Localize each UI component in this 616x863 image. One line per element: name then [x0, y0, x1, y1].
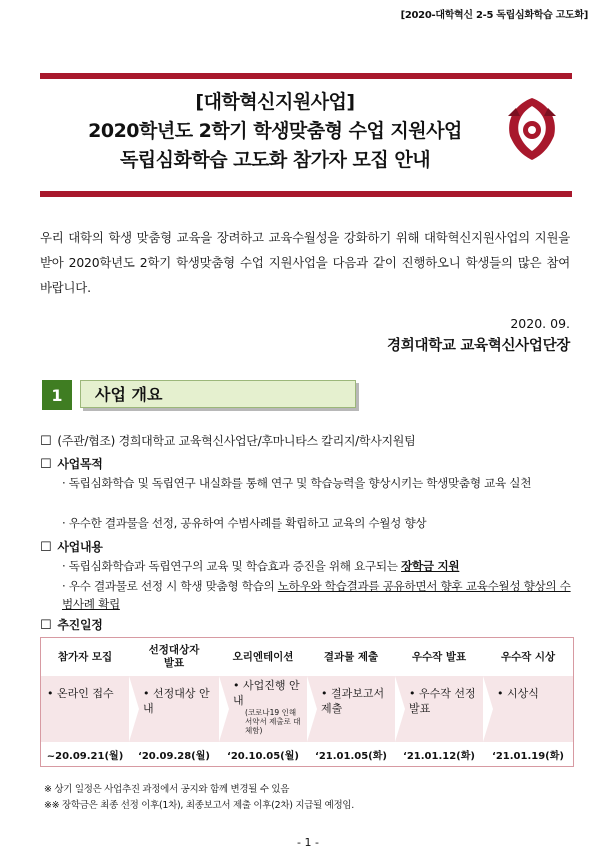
purpose-label: 사업목적 — [57, 457, 103, 471]
purpose-item-1: · 독립심화학습 및 독립연구 내실화를 통해 연구 및 학습능력을 향상시키는 학생맞춤형 교육 실천 — [62, 476, 532, 490]
schedule-column — [129, 638, 219, 766]
document-code-tag: [2020-대학혁신 2-5 독립심화학습 고도화] — [400, 10, 588, 21]
chevron-right-icon — [483, 676, 493, 742]
schedule-column — [395, 638, 483, 766]
schedule-column-head: 오리엔테이션 — [219, 638, 307, 676]
schedule-column-body: • 결과보고서 제출 — [307, 676, 395, 742]
schedule-column-date: ‘21.01.05(화) — [315, 750, 387, 762]
schedule-column — [483, 638, 573, 766]
chevron-right-icon — [129, 676, 139, 742]
content-item-2: · 우수 결과물로 선정 시 학생 맞춤형 학습의 노하우와 학습결과를 공유하면서 향후 교육수월성 향상의 수범사례 확립 — [62, 579, 571, 611]
schedule-item: 결과보고서 제출 — [321, 687, 385, 715]
purpose-heading — [40, 455, 103, 472]
title-line-3: 독립심화학습 고도화 참가자 모집 안내 — [119, 149, 431, 171]
schedule-column — [307, 638, 395, 766]
checkbox-square-icon: ☐ — [40, 540, 52, 555]
content-item-2-underlined: 노하우와 학습결과를 공유하면서 향후 교육수월성 향상의 수범사례 확립 — [62, 579, 571, 611]
schedule-column-head: 우수작 발표 — [395, 638, 483, 676]
schedule-column-date: ‘20.10.05(월) — [227, 750, 299, 762]
content-item-1: · 독립심화학습과 독립연구의 교육 및 학습효과 증진을 위해 요구되는 장학금 지원 — [62, 559, 460, 573]
title-line-1: [대학혁신지원사업] — [195, 91, 355, 113]
schedule-column-body: • 온라인 접수 — [41, 676, 129, 742]
issuer-organization: 경희대학교 교육혁신사업단장 — [387, 338, 570, 354]
chevron-right-icon — [395, 676, 405, 742]
schedule-table — [40, 637, 574, 767]
content-heading — [40, 538, 103, 555]
checkbox-square-icon: ☐ — [40, 618, 52, 633]
purpose-item-2: · 우수한 결과물을 선정, 공유하여 수범사례를 확립하고 교육의 수월성 향상 — [62, 516, 427, 530]
host-line — [40, 432, 415, 449]
chevron-right-icon — [219, 676, 229, 742]
chevron-right-icon — [307, 676, 317, 742]
schedule-column — [219, 638, 307, 766]
schedule-column-body: • 시상식 — [483, 676, 573, 742]
footnote-2: ※※ 장학금은 최종 선정 이후(1차), 최종보고서 제출 이후(2차) 지급될 예정임. — [44, 800, 355, 811]
schedule-column-date: ‘20.09.28(월) — [138, 750, 210, 762]
schedule-column — [41, 638, 129, 766]
scholarship-highlight: 장학금 지원 — [401, 559, 460, 573]
content-item-2-text: 우수 결과물로 선정 시 학생 맞춤형 학습의 — [68, 579, 278, 593]
schedule-item: 온라인 접수 — [57, 687, 114, 700]
schedule-heading — [40, 616, 103, 633]
schedule-column-head: 결과물 제출 — [307, 638, 395, 676]
schedule-column-body: • 선정대상 안내 — [129, 676, 219, 742]
schedule-item: 사업진행 안내 — [233, 679, 300, 707]
purpose-item-1-text: 독립심화학습 및 독립연구 내실화를 통해 연구 및 학습능력을 향상시키는 학생맞춤형 교육 실천 — [68, 476, 532, 490]
schedule-column-body: • 우수작 선정 발표 — [395, 676, 483, 742]
footnote-1: ※ 상기 일정은 사업추진 과정에서 공지와 함께 변경될 수 있음 — [44, 784, 290, 795]
schedule-item-note: (코로나19 인해 서약서 제출로 대체함) — [245, 708, 301, 735]
schedule-column-head: 선정대상자 발표 — [129, 638, 219, 676]
schedule-column-head: 우수작 시상 — [483, 638, 573, 676]
schedule-column-date: ‘21.01.12(화) — [403, 750, 475, 762]
section-title: 사업 개요 — [80, 380, 356, 408]
bottom-divider-bar — [40, 191, 572, 197]
schedule-item: 시상식 — [507, 687, 539, 700]
content-label: 사업내용 — [57, 540, 103, 554]
issue-date: 2020. 09. — [510, 316, 570, 331]
schedule-column-body: • 사업진행 안내 (코로나19 인해 서약서 제출로 대체함) — [219, 676, 307, 742]
top-divider-bar — [40, 73, 572, 79]
schedule-column-date: ~20.09.21(월) — [46, 750, 124, 762]
university-emblem-icon — [502, 94, 562, 162]
content-item-1-text: 독립심화학습과 독립연구의 교육 및 학습효과 증진을 위해 요구되는 — [68, 559, 402, 573]
schedule-item: 선정대상 안내 — [143, 687, 210, 715]
page-number: - 1 - — [297, 836, 319, 849]
intro-paragraph: 우리 대학의 학생 맞춤형 교육을 장려하고 교육수월성을 강화하기 위해 대학혁신지원사업의 지원을 받아 2020학년도 2학기 학생맞춤형 수업 지원사업을 다음과 같이 진행하오니 학생들의 많은 참여 바랍니다. — [40, 230, 570, 295]
schedule-column-head: 참가자 모집 — [41, 638, 129, 676]
checkbox-square-icon: ☐ — [40, 434, 52, 449]
title-line-2: 2020학년도 2학기 학생맞춤형 수업 지원사업 — [88, 120, 462, 142]
schedule-column-date: ‘21.01.19(화) — [492, 750, 564, 762]
document-title — [40, 88, 510, 175]
schedule-label: 추진일정 — [57, 618, 103, 632]
purpose-item-2-text: 우수한 결과물을 선정, 공유하여 수범사례를 확립하고 교육의 수월성 향상 — [68, 516, 427, 530]
section-number-badge: 1 — [42, 380, 72, 410]
checkbox-square-icon: ☐ — [40, 457, 52, 472]
host-text: 경희대학교 교육혁신사업단/후마니타스 칼리지/학사지원팀 — [118, 434, 416, 448]
host-label: (주관/협조) — [57, 434, 116, 448]
schedule-item: 우수작 선정 발표 — [409, 687, 476, 715]
